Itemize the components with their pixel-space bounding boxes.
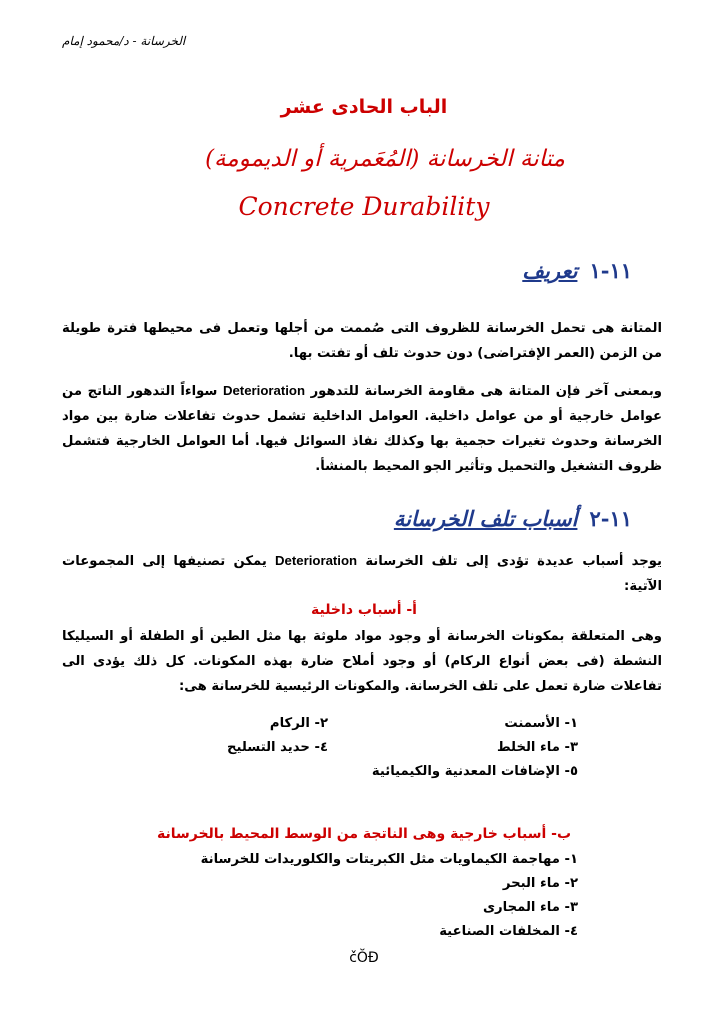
section-heading-definition bbox=[522, 258, 632, 283]
section-title: أسباب تلف الخرسانة bbox=[393, 506, 578, 531]
paragraph-deterioration bbox=[62, 378, 662, 479]
section-title: تعريف bbox=[522, 258, 578, 283]
section-number: ١١-٢ bbox=[589, 506, 632, 531]
list-item: ٤- حديد التسليح bbox=[227, 740, 328, 755]
subheading-internal-causes: أ- أسباب داخلية bbox=[311, 602, 417, 618]
list-item: ٣- ماء المجارى bbox=[482, 900, 578, 915]
paragraph-text: سواءاً التدهور الناتج من عوامل خارجية أو من عوامل داخلية. العوامل الداخلية تشمل حدوث تفاعلات ضارة بين مواد الخرسانة وحدوث تغيرات حجمية بها وكذلك نفاذ السوائل فيها. أما العوامل الخارجية فتشمل ظروف التشغيل والتحميل وتأثير الجو المحيط بالمنشأ. bbox=[62, 384, 662, 474]
subject-title: متانة الخرسانة (المُعَمرية أو الديمومة) bbox=[205, 146, 565, 172]
list-item: ١- مهاجمة الكيماويات مثل الكبريتات والكلوريدات للخرسانة bbox=[200, 852, 578, 867]
section-heading-causes bbox=[394, 506, 632, 531]
running-header: الخرسانة - د/محمود إمام bbox=[62, 34, 186, 48]
paragraph-definition: المتانة هى تحمل الخرسانة للظروف التى صُممت من أجلها وتعمل فى محيطها فترة طويلة من الزمن (العمر الإفتراضى) دون حدوث تلف أو تفتت بها. bbox=[62, 321, 662, 361]
list-item: ٢- الركام bbox=[269, 716, 328, 731]
subheading-external-causes: ب- أسباب خارجية وهى الناتجة من الوسط المحيط بالخرسانة bbox=[156, 826, 572, 842]
english-term: Deterioration bbox=[275, 553, 358, 568]
section-number: ١١-١ bbox=[589, 258, 632, 283]
paragraph-causes-intro bbox=[62, 548, 662, 599]
list-item: ١- الأسمنت bbox=[504, 716, 578, 731]
english-title: Concrete Durability bbox=[238, 192, 490, 221]
paragraph-internal-causes: وهى المتعلقة بمكونات الخرسانة أو وجود مواد ملوثة بها مثل الطين أو الطفلة أو السيليكا النشطة (فى بعض أنواع الركام) أو وجود أملاح ضارة بهذه المكونات. كل ذلك يؤدى الى تفاعلات ضارة تعمل على تلف الخرسانة. والمكونات الرئيسية للخرسانة هى: bbox=[62, 629, 662, 694]
list-item: ٢- ماء البحر bbox=[502, 876, 578, 891]
paragraph-text: وبمعنى آخر فإن المتانة هى مقاومة الخرسانة للتدهور bbox=[310, 384, 663, 399]
paragraph-text: يوجد أسباب عديدة تؤدى إلى تلف الخرسانة bbox=[365, 554, 662, 569]
page-number: čŎĐ bbox=[349, 950, 379, 966]
english-term: Deterioration bbox=[222, 383, 306, 398]
paragraph-text: يمكن تصنيفها إلى المجموعات الآتية: bbox=[62, 554, 662, 594]
list-item: ٤- المخلفات الصناعية bbox=[439, 924, 578, 939]
list-item: ٣- ماء الخلط bbox=[496, 740, 578, 755]
chapter-title: الباب الحادى عشر bbox=[280, 96, 448, 118]
list-item: ٥- الإضافات المعدنية والكيميائية bbox=[371, 764, 578, 779]
